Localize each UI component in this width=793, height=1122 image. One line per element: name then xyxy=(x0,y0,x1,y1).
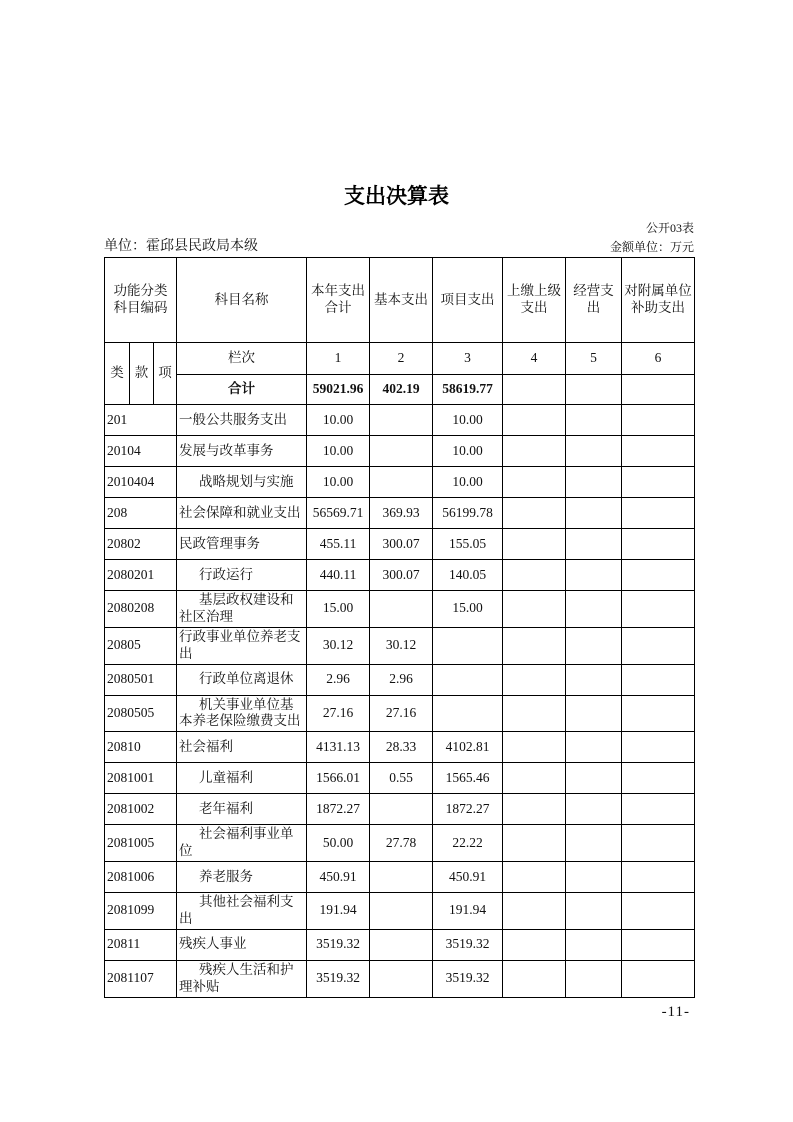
row-value: 2.96 xyxy=(307,664,370,695)
col-header-project: 项目支出 xyxy=(433,258,503,343)
row-value xyxy=(622,467,695,498)
table-row xyxy=(105,529,695,560)
table-row xyxy=(105,627,695,664)
row-subject-name: 社会福利事业单位 xyxy=(177,825,307,862)
row-value xyxy=(566,529,622,560)
row-value: 140.05 xyxy=(433,560,503,591)
row-value xyxy=(370,862,433,893)
row-value: 1872.27 xyxy=(433,794,503,825)
col-header-subsidy-affiliated: 对附属单位补助支出 xyxy=(622,258,695,343)
column-index-1: 1 xyxy=(307,343,370,375)
table-row xyxy=(105,960,695,997)
row-subject-name: 基层政权建设和社区治理 xyxy=(177,591,307,628)
row-code: 2080208 xyxy=(105,591,177,628)
row-value xyxy=(566,732,622,763)
row-value: 1566.01 xyxy=(307,763,370,794)
expenditure-table xyxy=(104,257,695,998)
row-subject-name: 民政管理事务 xyxy=(177,529,307,560)
row-value: 56199.78 xyxy=(433,498,503,529)
row-code: 2010404 xyxy=(105,467,177,498)
total-basic: 402.19 xyxy=(370,375,433,405)
total-row-label: 合计 xyxy=(177,375,307,405)
row-value xyxy=(566,763,622,794)
table-row xyxy=(105,405,695,436)
table-row xyxy=(105,929,695,960)
row-value xyxy=(566,627,622,664)
row-value: 0.55 xyxy=(370,763,433,794)
row-value: 30.12 xyxy=(370,627,433,664)
row-value xyxy=(503,627,566,664)
form-number-label: 公开03表 xyxy=(645,221,694,235)
col-header-year-total: 本年支出合计 xyxy=(307,258,370,343)
col-header-subject-name: 科目名称 xyxy=(177,258,307,343)
table-row xyxy=(105,862,695,893)
page-number: -11- xyxy=(661,1003,690,1020)
row-subject-name: 战略规划与实施 xyxy=(177,467,307,498)
table-row xyxy=(105,893,695,930)
table-row xyxy=(105,763,695,794)
row-value: 191.94 xyxy=(307,893,370,930)
row-code: 2080501 xyxy=(105,664,177,695)
table-row xyxy=(105,695,695,732)
row-value xyxy=(433,664,503,695)
row-value: 10.00 xyxy=(307,467,370,498)
table-row xyxy=(105,794,695,825)
row-value xyxy=(503,591,566,628)
row-subject-name: 发展与改革事务 xyxy=(177,436,307,467)
row-value xyxy=(622,498,695,529)
column-index-5: 5 xyxy=(566,343,622,375)
total-operating xyxy=(566,375,622,405)
row-code: 20104 xyxy=(105,436,177,467)
row-subject-name: 老年福利 xyxy=(177,794,307,825)
row-value xyxy=(503,960,566,997)
row-value xyxy=(566,664,622,695)
row-subject-name: 行政事业单位养老支出 xyxy=(177,627,307,664)
row-code: 2081006 xyxy=(105,862,177,893)
row-value xyxy=(503,862,566,893)
row-value: 30.12 xyxy=(307,627,370,664)
row-subject-name: 养老服务 xyxy=(177,862,307,893)
table-row xyxy=(105,664,695,695)
row-value: 1872.27 xyxy=(307,794,370,825)
row-value xyxy=(503,498,566,529)
row-value xyxy=(622,405,695,436)
row-value xyxy=(503,825,566,862)
row-subject-name: 残疾人生活和护理补贴 xyxy=(177,960,307,997)
row-value: 10.00 xyxy=(433,436,503,467)
row-value xyxy=(622,929,695,960)
row-value xyxy=(566,436,622,467)
col-header-item: 款 xyxy=(130,343,154,405)
col-header-category: 类 xyxy=(105,343,130,405)
row-value xyxy=(503,405,566,436)
total-subsidy-affiliated xyxy=(622,375,695,405)
row-value xyxy=(503,436,566,467)
row-value: 191.94 xyxy=(433,893,503,930)
row-value xyxy=(622,763,695,794)
row-value xyxy=(503,893,566,930)
total-year-total: 59021.96 xyxy=(307,375,370,405)
row-value: 50.00 xyxy=(307,825,370,862)
row-code: 2081002 xyxy=(105,794,177,825)
column-index-2: 2 xyxy=(370,343,433,375)
row-code: 2081107 xyxy=(105,960,177,997)
row-value: 10.00 xyxy=(433,467,503,498)
row-value xyxy=(566,405,622,436)
row-value xyxy=(566,960,622,997)
row-value xyxy=(370,405,433,436)
row-value: 22.22 xyxy=(433,825,503,862)
row-value xyxy=(433,695,503,732)
col-header-paid-to-superior: 上缴上级支出 xyxy=(503,258,566,343)
table-row xyxy=(105,732,695,763)
table-row xyxy=(105,560,695,591)
row-subject-name: 社会保障和就业支出 xyxy=(177,498,307,529)
row-value xyxy=(566,893,622,930)
row-value xyxy=(622,825,695,862)
column-index-4: 4 xyxy=(503,343,566,375)
row-value xyxy=(433,627,503,664)
amount-unit-label: 金额单位：万元 xyxy=(609,240,694,254)
row-value xyxy=(566,498,622,529)
row-code: 2081099 xyxy=(105,893,177,930)
row-value: 56569.71 xyxy=(307,498,370,529)
row-value: 3519.32 xyxy=(307,929,370,960)
row-subject-name: 儿童福利 xyxy=(177,763,307,794)
row-subject-name: 其他社会福利支出 xyxy=(177,893,307,930)
row-value: 27.16 xyxy=(307,695,370,732)
row-value xyxy=(566,467,622,498)
row-value xyxy=(566,560,622,591)
row-code: 20811 xyxy=(105,929,177,960)
row-value xyxy=(503,732,566,763)
row-value: 28.33 xyxy=(370,732,433,763)
row-value xyxy=(370,591,433,628)
row-value xyxy=(370,436,433,467)
row-value xyxy=(622,960,695,997)
row-value xyxy=(622,664,695,695)
row-code: 2081001 xyxy=(105,763,177,794)
row-value: 10.00 xyxy=(433,405,503,436)
row-value xyxy=(566,929,622,960)
row-value xyxy=(622,695,695,732)
row-subject-name: 残疾人事业 xyxy=(177,929,307,960)
row-value: 300.07 xyxy=(370,529,433,560)
row-code: 201 xyxy=(105,405,177,436)
row-value xyxy=(370,960,433,997)
row-subject-name: 行政运行 xyxy=(177,560,307,591)
row-subject-name: 行政单位离退休 xyxy=(177,664,307,695)
col-header-subitem: 项 xyxy=(154,343,177,405)
table-row xyxy=(105,825,695,862)
row-value: 369.93 xyxy=(370,498,433,529)
row-value xyxy=(566,695,622,732)
row-value: 15.00 xyxy=(307,591,370,628)
row-value: 10.00 xyxy=(307,436,370,467)
row-subject-name: 机关事业单位基本养老保险缴费支出 xyxy=(177,695,307,732)
row-value xyxy=(622,591,695,628)
col-header-operating: 经营支出 xyxy=(566,258,622,343)
column-index-3: 3 xyxy=(433,343,503,375)
col-header-basic: 基本支出 xyxy=(370,258,433,343)
col-header-code-group: 功能分类科目编码 xyxy=(105,258,177,343)
row-value: 3519.32 xyxy=(433,929,503,960)
row-code: 2080505 xyxy=(105,695,177,732)
row-value: 10.00 xyxy=(307,405,370,436)
total-project: 58619.77 xyxy=(433,375,503,405)
row-value xyxy=(503,929,566,960)
row-code: 20810 xyxy=(105,732,177,763)
row-value: 27.16 xyxy=(370,695,433,732)
row-value xyxy=(622,794,695,825)
row-value: 27.78 xyxy=(370,825,433,862)
row-value xyxy=(622,627,695,664)
row-value xyxy=(370,794,433,825)
unit-label: 单位：霍邱县民政局本级 xyxy=(104,239,258,254)
row-value xyxy=(622,529,695,560)
row-value: 2.96 xyxy=(370,664,433,695)
table-body xyxy=(105,405,695,998)
row-value: 15.00 xyxy=(433,591,503,628)
row-value xyxy=(622,862,695,893)
row-value xyxy=(503,794,566,825)
row-value xyxy=(622,560,695,591)
row-value xyxy=(622,732,695,763)
row-value: 300.07 xyxy=(370,560,433,591)
meta-row xyxy=(104,238,694,255)
row-value: 3519.32 xyxy=(433,960,503,997)
table-row xyxy=(105,591,695,628)
row-code: 208 xyxy=(105,498,177,529)
row-value: 450.91 xyxy=(433,862,503,893)
row-value xyxy=(503,560,566,591)
row-value xyxy=(503,695,566,732)
row-value xyxy=(622,893,695,930)
column-index-label: 栏次 xyxy=(177,343,307,375)
table-row xyxy=(105,467,695,498)
row-value: 4131.13 xyxy=(307,732,370,763)
row-value xyxy=(566,794,622,825)
row-value: 3519.32 xyxy=(307,960,370,997)
row-value xyxy=(370,893,433,930)
row-value: 155.05 xyxy=(433,529,503,560)
page-title: 支出决算表 xyxy=(344,185,449,208)
row-value: 1565.46 xyxy=(433,763,503,794)
row-value xyxy=(370,467,433,498)
row-code: 20805 xyxy=(105,627,177,664)
table-row xyxy=(105,436,695,467)
row-value: 450.91 xyxy=(307,862,370,893)
row-value: 4102.81 xyxy=(433,732,503,763)
row-code: 2081005 xyxy=(105,825,177,862)
column-index-6: 6 xyxy=(622,343,695,375)
row-value xyxy=(566,825,622,862)
table-total-row xyxy=(105,375,695,405)
row-value: 440.11 xyxy=(307,560,370,591)
row-value xyxy=(503,467,566,498)
row-code: 20802 xyxy=(105,529,177,560)
row-subject-name: 社会福利 xyxy=(177,732,307,763)
row-value xyxy=(370,929,433,960)
table-index-row xyxy=(105,343,695,375)
total-paid-to-superior xyxy=(503,375,566,405)
row-value xyxy=(566,591,622,628)
content-area xyxy=(104,221,694,1021)
row-subject-name: 一般公共服务支出 xyxy=(177,405,307,436)
row-value xyxy=(566,862,622,893)
row-value xyxy=(503,664,566,695)
row-value xyxy=(622,436,695,467)
table-header-row xyxy=(105,258,695,343)
row-value xyxy=(503,763,566,794)
table-row xyxy=(105,498,695,529)
row-code: 2080201 xyxy=(105,560,177,591)
row-value xyxy=(503,529,566,560)
row-value: 455.11 xyxy=(307,529,370,560)
